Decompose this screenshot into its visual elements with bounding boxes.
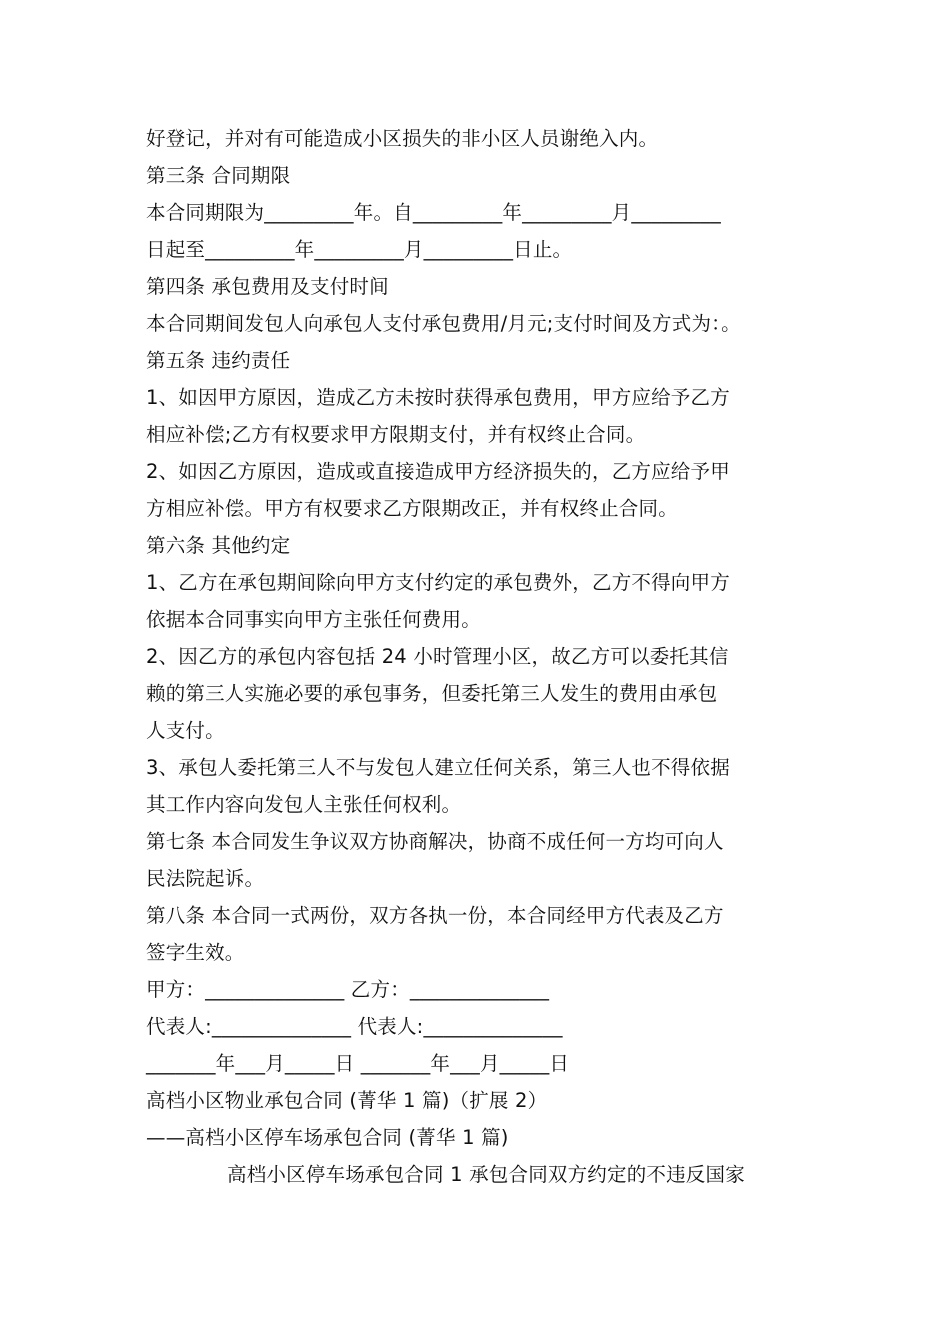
text-line: 3、承包人委托第三人不与发包人建立任何关系，第三人也不得依据 <box>146 756 730 779</box>
text-line: 2、如因乙方原因，造成或直接造成甲方经济损失的，乙方应给予甲 <box>146 460 730 483</box>
text-line: 人支付。 <box>146 719 225 742</box>
contract-body <box>146 120 816 1193</box>
text-line: 1、如因甲方原因，造成乙方未按时获得承包费用，甲方应给予乙方 <box>146 386 730 409</box>
text-line: 2、因乙方的承包内容包括 24 小时管理小区，故乙方可以委托其信 <box>146 645 729 668</box>
text-line: 第八条 本合同一式两份，双方各执一份，本合同经甲方代表及乙方 <box>146 904 724 927</box>
text-line: 本合同期限为_________年。自_________年_________月_________ <box>146 201 721 224</box>
text-line: 相应补偿;乙方有权要求甲方限期支付，并有权终止合同。 <box>146 423 646 446</box>
related-subtitle: ——高档小区停车场承包合同 (菁华 1 篇) <box>146 1126 509 1149</box>
section-heading-liability: 第五条 违约责任 <box>146 349 291 372</box>
text-line: 签字生效。 <box>146 941 245 964</box>
section-heading-fees: 第四条 承包费用及支付时间 <box>146 275 389 298</box>
paragraph-start: 高档小区停车场承包合同 1 承包合同双方约定的不违反国家 <box>227 1163 745 1186</box>
section-heading-other: 第六条 其他约定 <box>146 534 291 557</box>
text-line: 日起至_________年_________月_________日止。 <box>146 238 573 261</box>
text-line: 方相应补偿。甲方有权要求乙方限期改正，并有权终止合同。 <box>146 497 678 520</box>
text-line: 1、乙方在承包期间除向甲方支付约定的承包费外，乙方不得向甲方 <box>146 571 730 594</box>
signature-party-line: 甲方：______________ 乙方：______________ <box>146 978 550 1001</box>
signature-representative-line: 代表人:______________ 代表人:______________ <box>146 1015 563 1038</box>
text-line: 依据本合同事实向甲方主张任何费用。 <box>146 608 481 631</box>
text-line: 本合同期间发包人向承包人支付承包费用/月元;支付时间及方式为：。 <box>146 312 741 335</box>
related-title: 高档小区物业承包合同 (菁华 1 篇)（扩展 2） <box>146 1089 548 1112</box>
text-line: 民法院起诉。 <box>146 867 265 890</box>
text-line: 好登记，并对有可能造成小区损失的非小区人员谢绝入内。 <box>146 127 659 150</box>
text-line: 第七条 本合同发生争议双方协商解决，协商不成任何一方均可向人 <box>146 830 724 853</box>
text-line: 其工作内容向发包人主张任何权利。 <box>146 793 462 816</box>
section-heading-term: 第三条 合同期限 <box>146 164 291 187</box>
signature-date-line: _______年___月_____日 _______年___月_____日 <box>146 1052 570 1075</box>
text-line: 赖的第三人实施必要的承包事务，但委托第三人发生的费用由承包 <box>146 682 718 705</box>
